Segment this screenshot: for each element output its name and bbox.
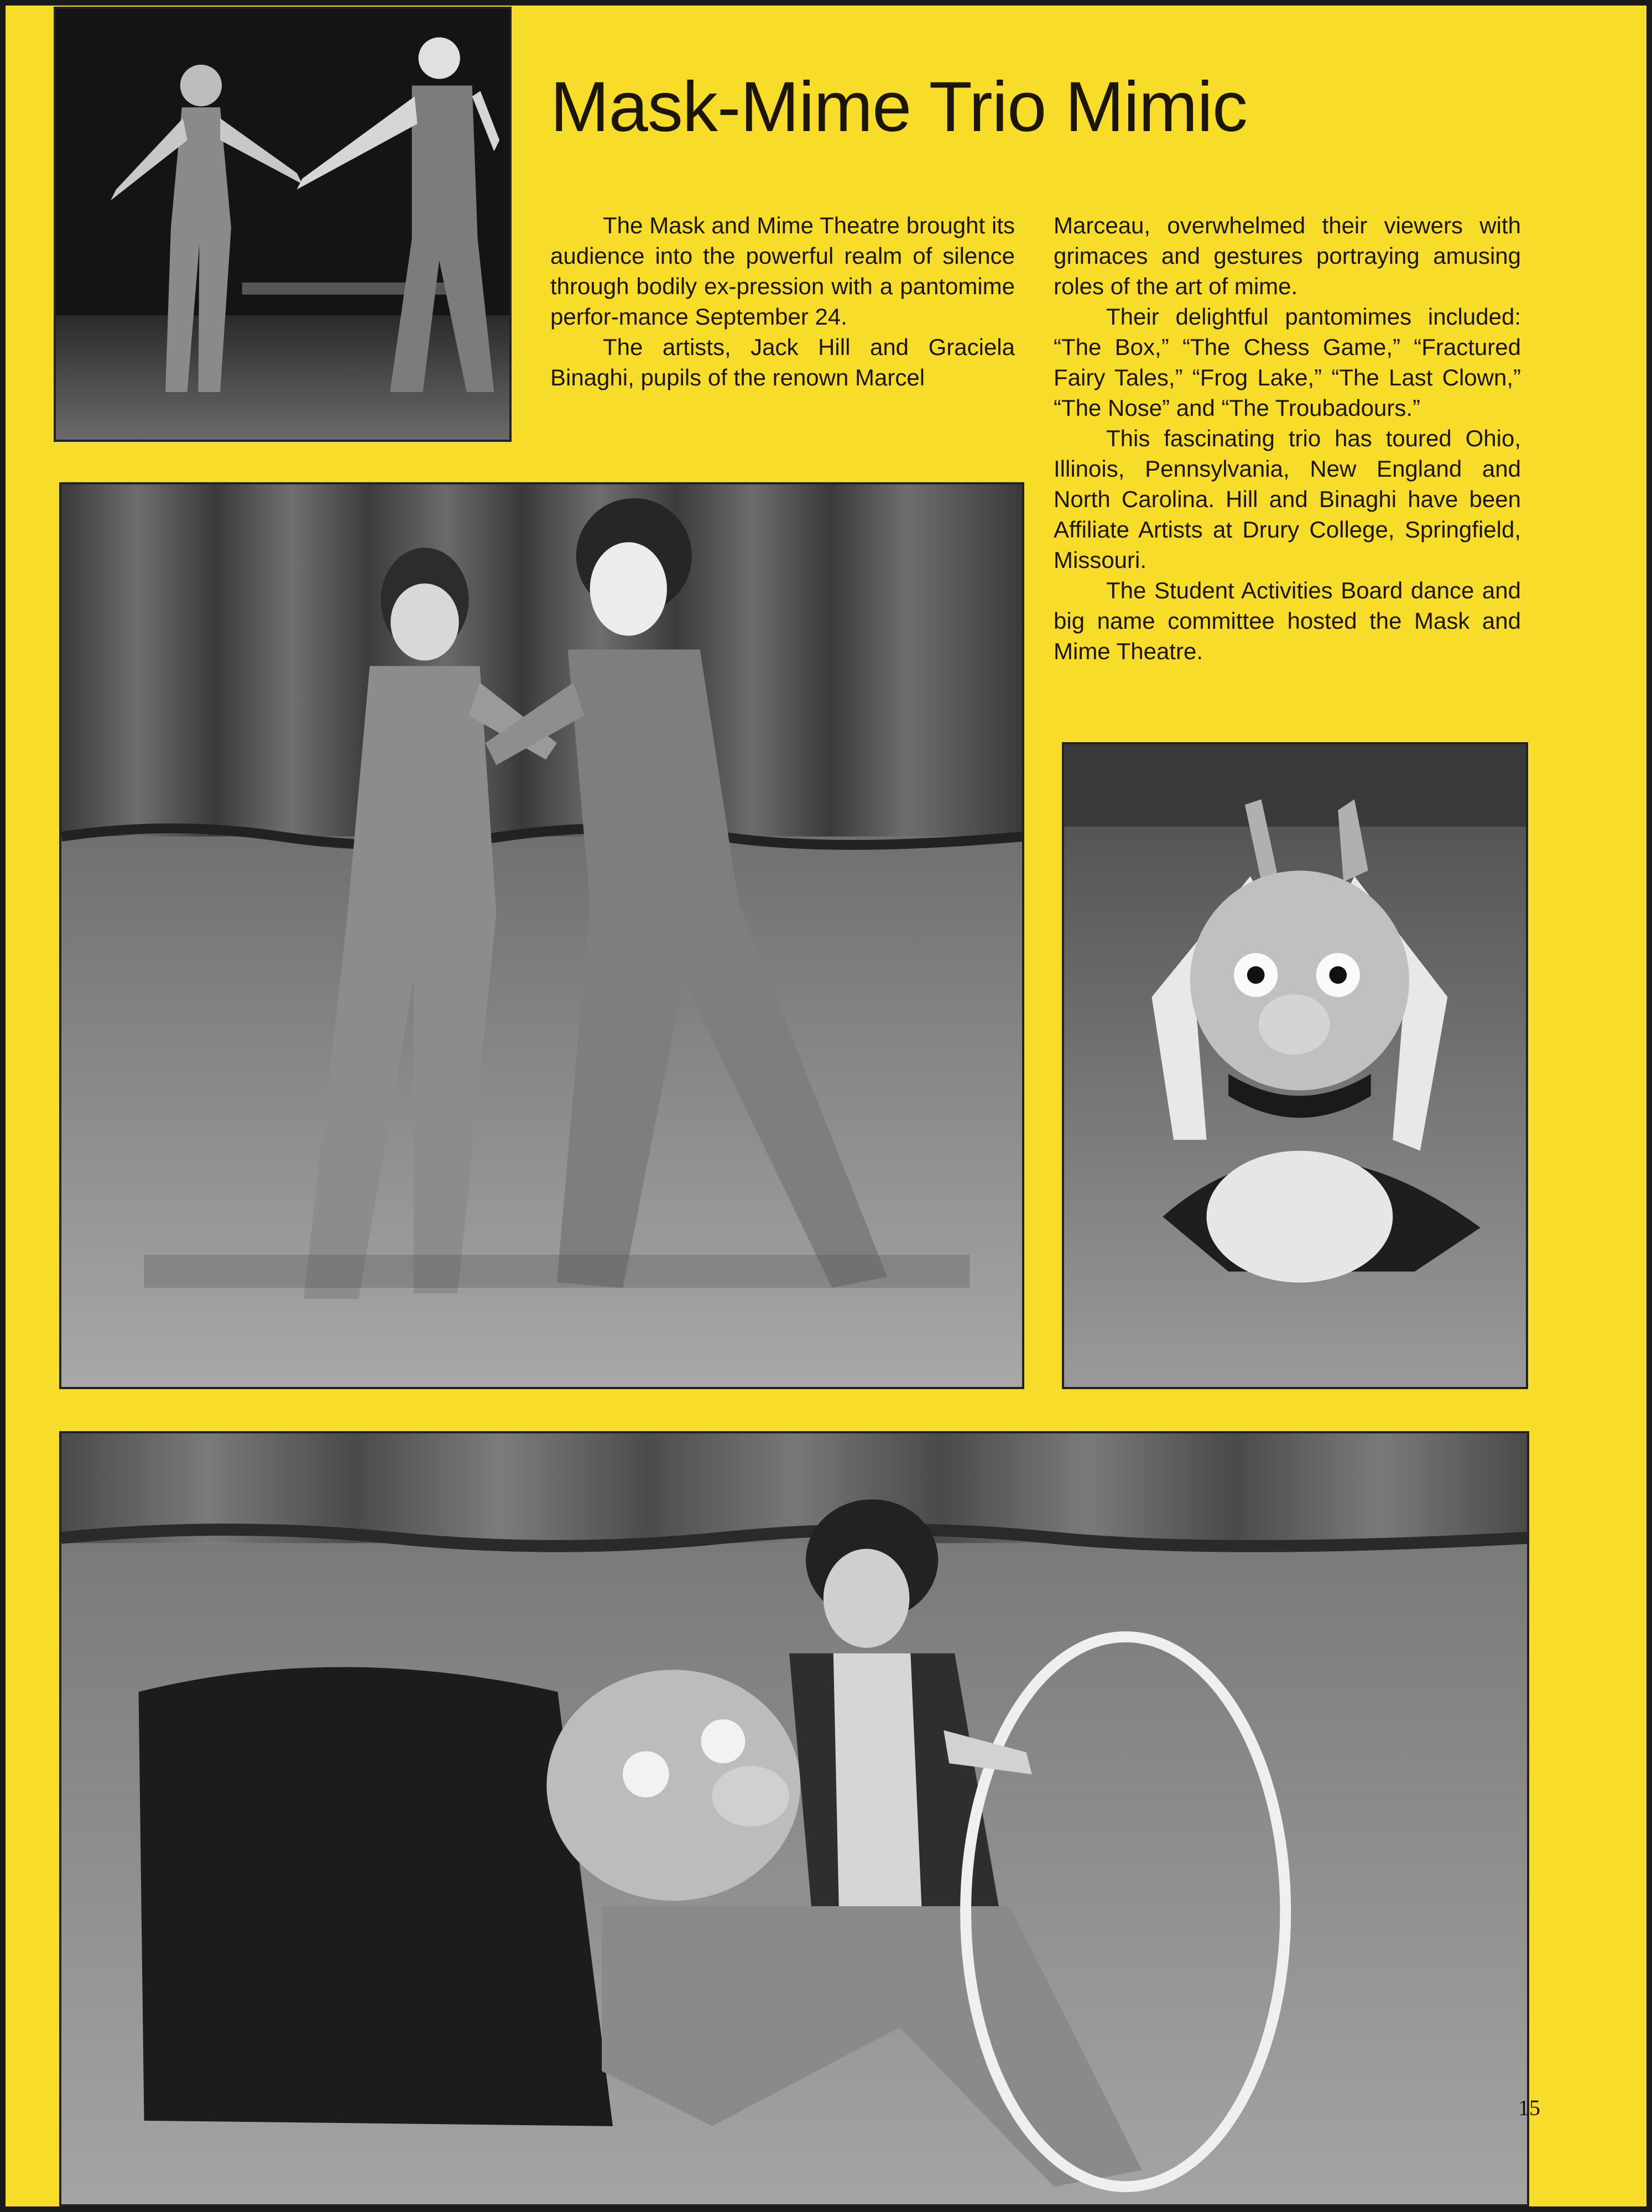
yearbook-page: [6, 6, 1646, 2206]
body-paragraph: Their delightful pantomimes included: “The Box,” “The Chess Game,” “Fractured Fairy Tales,” “Frog Lake,” “The Last Clown,” “The Nose” and “The Troubadours.”: [1054, 304, 1521, 421]
page-number: 15: [1518, 2095, 1540, 2120]
body-paragraph: This fascinating trio has toured Ohio, Illinois, Pennsylvania, New England and North Carolina. Hill and Binaghi have been Affiliate Artists at Drury College, Springfield, Missouri.: [1054, 425, 1521, 573]
article-column-right: [1054, 210, 1521, 666]
article-title: Mask-Mime Trio Mimic: [550, 67, 1247, 147]
photo-mimes-grappling: [59, 482, 1024, 1389]
body-paragraph: The artists, Jack Hill and Graciela Binaghi, pupils of the renown Marcel: [550, 334, 1015, 390]
body-paragraph: The Student Activities Board dance and big name committee hosted the Mask and Mime Theatre.: [1054, 577, 1521, 664]
photo-two-mimes-holding-hands: [54, 7, 512, 442]
article-column-left: [550, 210, 1015, 393]
body-paragraph: The Mask and Mime Theatre brought its audience into the powerful realm of silence through bodily ex-pression with a pantomime perfor-mance September 24.: [550, 212, 1015, 330]
photo-mime-with-hoop: [59, 1431, 1529, 2206]
photo-masked-mime: [1062, 742, 1528, 1389]
body-paragraph: Marceau, overwhelmed their viewers with grimaces and gestures portraying amusing roles of the art of mime.: [1054, 212, 1521, 299]
